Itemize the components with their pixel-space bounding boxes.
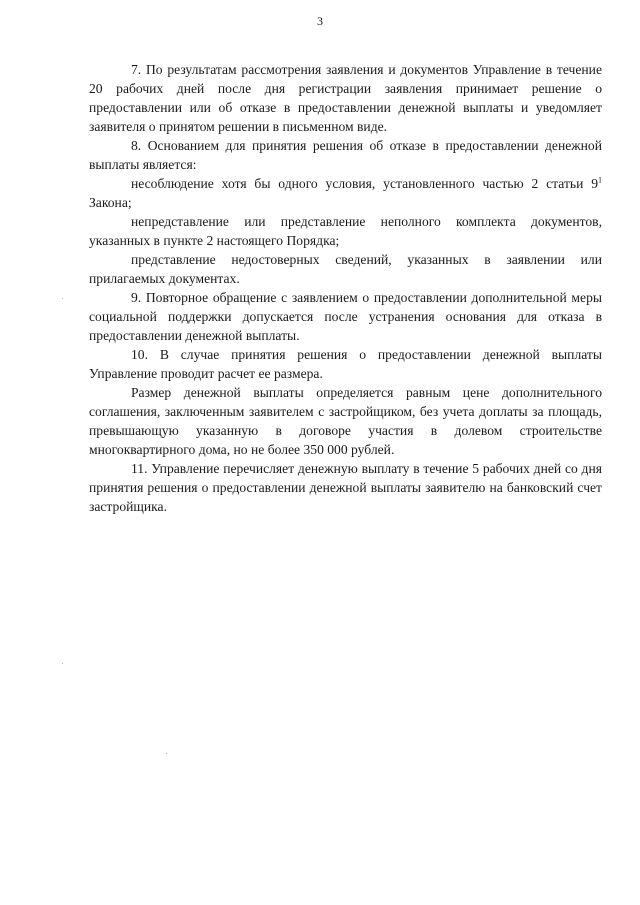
paragraph-10-amount: Размер денежной выплаты определяется равным цене дополнительного соглашения, заключенным заявителем с застройщиком, без учета доплаты за площадь, превышающую указанную в договоре участия в долевом строительстве многоквартирного дома, но не более 350 000 рублей. — [89, 385, 602, 457]
paragraph-8-item-1 — [89, 174, 602, 212]
paragraph-8-item-2: непредставление или представление неполного комплекта документов, указанных в пункте 2 настоящего Порядка; — [89, 214, 602, 248]
scan-speck — [62, 663, 63, 664]
paragraph-7: 7. По результатам рассмотрения заявления и документов Управление в течение 20 рабочих дней после дня регистрации заявления принимает решение о предоставлении или об отказе в предоставлении денежной выплаты и уведомляет заявителя о принятом решении в письменном виде. — [89, 62, 602, 134]
document-body — [89, 60, 602, 516]
paragraph-8-item-1-text: несоблюдение хотя бы одного условия, установленного частью 2 статьи 9 — [131, 176, 598, 191]
paragraph-8-item-3: представление недостоверных сведений, указанных в заявлении или прилагаемых документах. — [89, 252, 602, 286]
scan-speck — [62, 298, 63, 299]
paragraph-10: 10. В случае принятия решения о предоставлении денежной выплаты Управление проводит расчет ее размера. — [89, 347, 602, 381]
paragraph-8-item-1-tail: Закона; — [89, 195, 132, 210]
paragraph-11: 11. Управление перечисляет денежную выплату в течение 5 рабочих дней со дня принятия решения о предоставлении денежной выплаты заявителю на банковский счет застройщика. — [89, 461, 602, 514]
paragraph-8: 8. Основанием для принятия решения об отказе в предоставлении денежной выплаты является: — [89, 138, 602, 172]
page-number: 3 — [317, 14, 323, 28]
superscript: 1 — [598, 175, 602, 185]
scan-speck — [166, 753, 167, 754]
paragraph-9: 9. Повторное обращение с заявлением о предоставлении дополнительной меры социальной поддержки допускается после устранения основания для отказа в предоставлении денежной выплаты. — [89, 290, 602, 343]
